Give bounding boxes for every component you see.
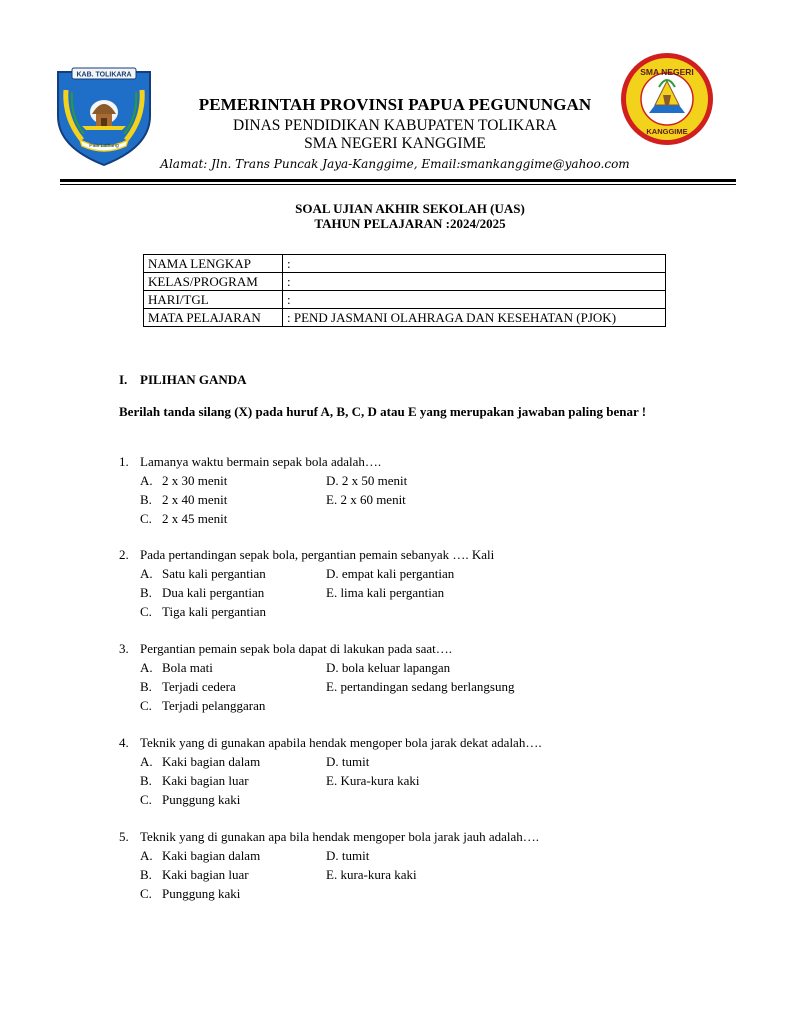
option-b[interactable]: B. Dua kali pergantian	[140, 585, 265, 600]
exam-title: SOAL UJIAN AKHIR SEKOLAH (UAS)	[295, 201, 525, 216]
table-row	[144, 273, 666, 291]
table-row	[144, 291, 666, 309]
question-number: 2.	[119, 547, 129, 562]
identity-label: KELAS/PROGRAM	[144, 273, 283, 291]
svg-text:Pabi Lathang: Pabi Lathang	[89, 143, 119, 149]
identity-label: MATA PELAJARAN	[144, 309, 283, 327]
option-e[interactable]: E. kura-kura kaki	[326, 867, 417, 882]
question-text: Lamanya waktu bermain sepak bola adalah….	[140, 454, 382, 469]
student-identity-table	[143, 254, 666, 327]
question-text: Teknik yang di gunakan apabila hendak mengoper bola jarak dekat adalah….	[140, 735, 542, 750]
option-e[interactable]: E. Kura-kura kaki	[326, 773, 420, 788]
option-c[interactable]: C. Tiga kali pergantian	[140, 604, 266, 619]
question-number: 5.	[119, 829, 129, 844]
question-text: Pada pertandingan sepak bola, pergantian pemain sebanyak …. Kali	[140, 547, 495, 562]
question-text: Pergantian pemain sepak bola dapat di lakukan pada saat….	[140, 641, 453, 656]
section-title: PILIHAN GANDA	[140, 372, 247, 387]
identity-value[interactable]: :	[283, 291, 666, 309]
school-name: SMA NEGERI KANGGIME	[304, 135, 486, 152]
question	[119, 452, 408, 528]
table-row	[144, 255, 666, 273]
option-c[interactable]: C. Punggung kaki	[140, 792, 241, 807]
education-office-name: DINAS PENDIDIKAN KABUPATEN TOLIKARA	[233, 117, 557, 134]
option-a[interactable]: A. Kaki bagian dalam	[140, 754, 261, 769]
option-d[interactable]: D. tumit	[326, 754, 370, 769]
question-number: 1.	[119, 454, 129, 469]
option-a[interactable]: A. Bola mati	[140, 660, 213, 675]
identity-value: : PEND JASMANI OLAHRAGA DAN KESEHATAN (PJOK)	[283, 309, 666, 327]
question	[119, 733, 542, 809]
option-b[interactable]: B. Kaki bagian luar	[140, 773, 249, 788]
option-d[interactable]: D. 2 x 50 menit	[326, 473, 408, 488]
svg-text:KAB. TOLIKARA: KAB. TOLIKARA	[76, 71, 132, 79]
option-c[interactable]: C. 2 x 45 menit	[140, 511, 228, 526]
exam-year: TAHUN PELAJARAN :2024/2025	[314, 216, 506, 231]
question	[119, 827, 539, 903]
option-b[interactable]: B. Kaki bagian luar	[140, 867, 249, 882]
exam-heading	[160, 201, 660, 231]
letterhead	[160, 95, 630, 172]
table-row	[144, 309, 666, 327]
identity-label: NAMA LENGKAP	[144, 255, 283, 273]
question	[119, 639, 515, 715]
option-c[interactable]: C. Punggung kaki	[140, 886, 241, 901]
question-number: 3.	[119, 641, 129, 656]
option-a[interactable]: A. 2 x 30 menit	[140, 473, 228, 488]
option-b[interactable]: B. Terjadi cedera	[140, 679, 236, 694]
section-number: I.	[119, 372, 128, 387]
option-d[interactable]: D. tumit	[326, 848, 370, 863]
option-c[interactable]: C. Terjadi pelanggaran	[140, 698, 266, 713]
identity-label: HARI/TGL	[144, 291, 283, 309]
letterhead-thin-rule	[60, 184, 736, 185]
kabupaten-tolikara-logo	[52, 66, 156, 166]
question	[119, 545, 494, 621]
option-e[interactable]: E. lima kali pergantian	[326, 585, 445, 600]
sma-negeri-kanggime-logo	[619, 51, 715, 147]
option-b[interactable]: B. 2 x 40 menit	[140, 492, 228, 507]
school-address: Alamat: Jln. Trans Puncak Jaya-Kanggime, Email:smankanggime@yahoo.com	[160, 157, 630, 171]
option-a[interactable]: A. Satu kali pergantian	[140, 566, 266, 581]
question-text: Teknik yang di gunakan apa bila hendak mengoper bola jarak jauh adalah….	[140, 829, 540, 844]
instruction-text: Berilah tanda silang (X) pada huruf A, B, C, D atau E yang merupakan jawaban paling benar !	[119, 404, 647, 419]
option-a[interactable]: A. Kaki bagian dalam	[140, 848, 261, 863]
option-e[interactable]: E. 2 x 60 menit	[326, 492, 406, 507]
identity-value[interactable]: :	[283, 255, 666, 273]
svg-text:KANGGIME: KANGGIME	[646, 127, 688, 136]
question-number: 4.	[119, 735, 129, 750]
option-d[interactable]: D. empat kali pergantian	[326, 566, 455, 581]
option-d[interactable]: D. bola keluar lapangan	[326, 660, 451, 675]
identity-value[interactable]: :	[283, 273, 666, 291]
option-e[interactable]: E. pertandingan sedang berlangsung	[326, 679, 515, 694]
province-name: PEMERINTAH PROVINSI PAPUA PEGUNUNGAN	[198, 95, 592, 114]
letterhead-thick-rule	[60, 179, 736, 182]
section-heading	[119, 372, 247, 388]
svg-text:SMA NEGERI: SMA NEGERI	[640, 67, 694, 77]
